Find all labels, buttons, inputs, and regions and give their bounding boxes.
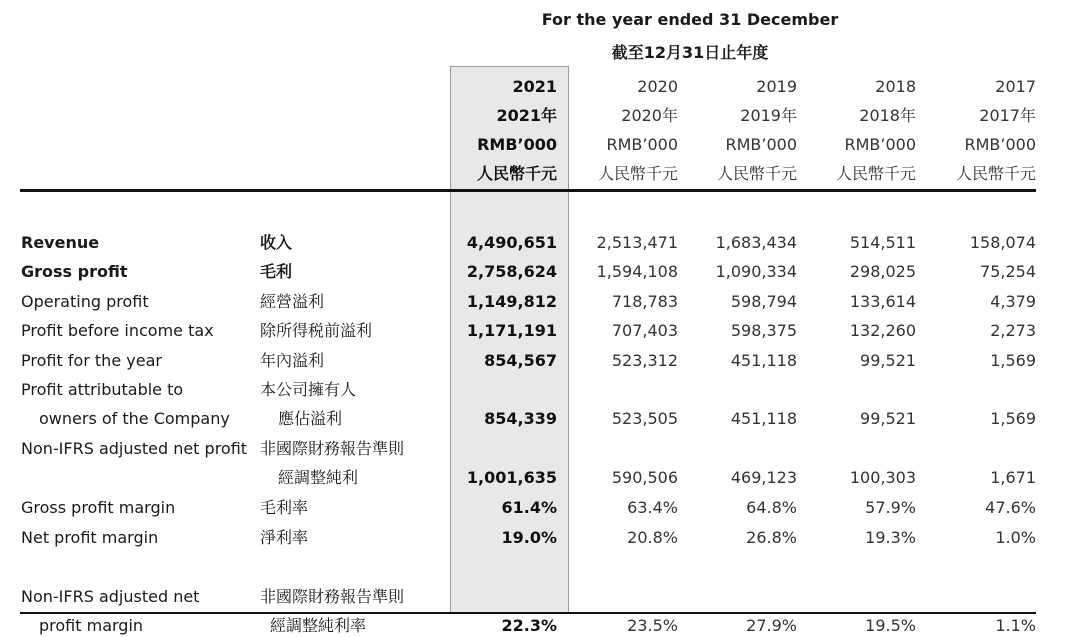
cell-value: 598,794 <box>730 292 797 311</box>
row-label-en: Gross profit <box>21 262 128 281</box>
cell-value: 1,683,434 <box>715 233 797 252</box>
row-label-en: Gross profit margin <box>21 498 176 517</box>
cell-value: 23.5% <box>627 616 678 635</box>
column-header-unit-zh: 人民幣千元 <box>476 164 557 183</box>
row-label-zh: 淨利率 <box>260 528 309 547</box>
cell-value: 64.8% <box>746 498 797 517</box>
cell-value: 854,567 <box>484 351 557 370</box>
column-header-year: 2017 <box>995 77 1036 96</box>
cell-value: 469,123 <box>730 468 797 487</box>
column-header-unit-zh: 人民幣千元 <box>597 164 678 183</box>
row-label-zh: 年內溢利 <box>260 351 325 370</box>
cell-value: 47.6% <box>985 498 1036 517</box>
row-label-zh: 除所得税前溢利 <box>260 321 373 340</box>
column-header-year: 2018 <box>875 77 916 96</box>
cell-value: 26.8% <box>746 528 797 547</box>
cell-value: 63.4% <box>627 498 678 517</box>
row-label-en: Profit attributable to <box>21 380 184 399</box>
row-label-zh: 毛利 <box>260 262 293 281</box>
cell-value: 133,614 <box>849 292 916 311</box>
row-label-en-cont: owners of the Company <box>39 409 230 428</box>
row-label-en: Revenue <box>21 233 100 252</box>
cell-value: 523,505 <box>611 409 678 428</box>
cell-value: 590,506 <box>611 468 678 487</box>
cell-value: 19.0% <box>501 528 557 547</box>
row-label-en: Net profit margin <box>21 528 159 547</box>
column-header-year-zh: 2018年 <box>859 106 916 125</box>
column-header-unit: RMB’000 <box>964 135 1036 154</box>
cell-value: 1.1% <box>995 616 1036 635</box>
table-bottom-rule <box>20 612 1036 614</box>
cell-value: 75,254 <box>980 262 1036 281</box>
row-label-en-cont: profit margin <box>39 616 144 635</box>
cell-value: 1,090,334 <box>715 262 797 281</box>
cell-value: 4,490,651 <box>466 233 557 252</box>
column-header-unit-zh: 人民幣千元 <box>955 164 1036 183</box>
cell-value: 1,671 <box>990 468 1036 487</box>
row-label-zh: 非國際財務報告準則 <box>260 439 405 458</box>
cell-value: 132,260 <box>849 321 916 340</box>
cell-value: 523,312 <box>611 351 678 370</box>
cell-value: 598,375 <box>730 321 797 340</box>
column-header-year: 2020 <box>637 77 678 96</box>
cell-value: 99,521 <box>860 409 916 428</box>
cell-value: 1,569 <box>990 351 1036 370</box>
row-label-zh: 經營溢利 <box>260 292 325 311</box>
cell-value: 2,273 <box>990 321 1036 340</box>
cell-value: 20.8% <box>627 528 678 547</box>
cell-value: 707,403 <box>611 321 678 340</box>
cell-value: 57.9% <box>865 498 916 517</box>
cell-value: 2,513,471 <box>596 233 678 252</box>
column-header-year: 2019 <box>756 77 797 96</box>
row-label-zh: 本公司擁有人 <box>260 380 357 399</box>
row-label-zh-cont: 經調整純利率 <box>270 616 367 635</box>
cell-value: 298,025 <box>849 262 916 281</box>
row-label-zh: 收入 <box>260 233 293 252</box>
column-header-unit-zh: 人民幣千元 <box>716 164 797 183</box>
column-header-year-zh: 2020年 <box>621 106 678 125</box>
cell-value: 1,594,108 <box>596 262 678 281</box>
column-header-year-zh: 2017年 <box>979 106 1036 125</box>
cell-value: 1,149,812 <box>466 292 557 311</box>
cell-value: 158,074 <box>969 233 1036 252</box>
cell-value: 1.0% <box>995 528 1036 547</box>
row-label-en: Non-IFRS adjusted net profit <box>21 439 248 458</box>
column-header-year: 2021 <box>512 77 557 96</box>
cell-value: 100,303 <box>849 468 916 487</box>
cell-value: 1,171,191 <box>466 321 557 340</box>
cell-value: 19.5% <box>865 616 916 635</box>
cell-value: 854,339 <box>484 409 557 428</box>
cell-value: 451,118 <box>730 351 797 370</box>
row-label-zh-cont: 應佔溢利 <box>278 409 343 428</box>
column-header-unit: RMB’000 <box>477 135 557 154</box>
cell-value: 99,521 <box>860 351 916 370</box>
cell-value: 4,379 <box>990 292 1036 311</box>
column-header-year-zh: 2019年 <box>740 106 797 125</box>
period-title-zh: 截至12月31日止年度 <box>611 43 769 62</box>
column-header-unit: RMB’000 <box>844 135 916 154</box>
column-header-year-zh: 2021年 <box>496 106 557 125</box>
column-header-unit-zh: 人民幣千元 <box>835 164 916 183</box>
row-label-en: Profit for the year <box>21 351 162 370</box>
row-label-en: Profit before income tax <box>21 321 214 340</box>
header-divider <box>20 189 1036 192</box>
cell-value: 19.3% <box>865 528 916 547</box>
cell-value: 1,569 <box>990 409 1036 428</box>
cell-value: 451,118 <box>730 409 797 428</box>
cell-value: 718,783 <box>611 292 678 311</box>
column-header-unit: RMB’000 <box>606 135 678 154</box>
row-label-en: Non-IFRS adjusted net <box>21 587 200 606</box>
row-label-zh: 非國際財務報告準則 <box>260 587 405 606</box>
cell-value: 22.3% <box>501 616 557 635</box>
period-title-en: For the year ended 31 December <box>541 10 839 29</box>
row-label-zh-cont: 經調整純利 <box>278 468 359 487</box>
cell-value: 1,001,635 <box>466 468 557 487</box>
cell-value: 514,511 <box>849 233 916 252</box>
row-label-zh: 毛利率 <box>260 498 309 517</box>
row-label-en: Operating profit <box>21 292 149 311</box>
column-header-unit: RMB’000 <box>725 135 797 154</box>
cell-value: 27.9% <box>746 616 797 635</box>
cell-value: 61.4% <box>501 498 557 517</box>
cell-value: 2,758,624 <box>466 262 557 281</box>
